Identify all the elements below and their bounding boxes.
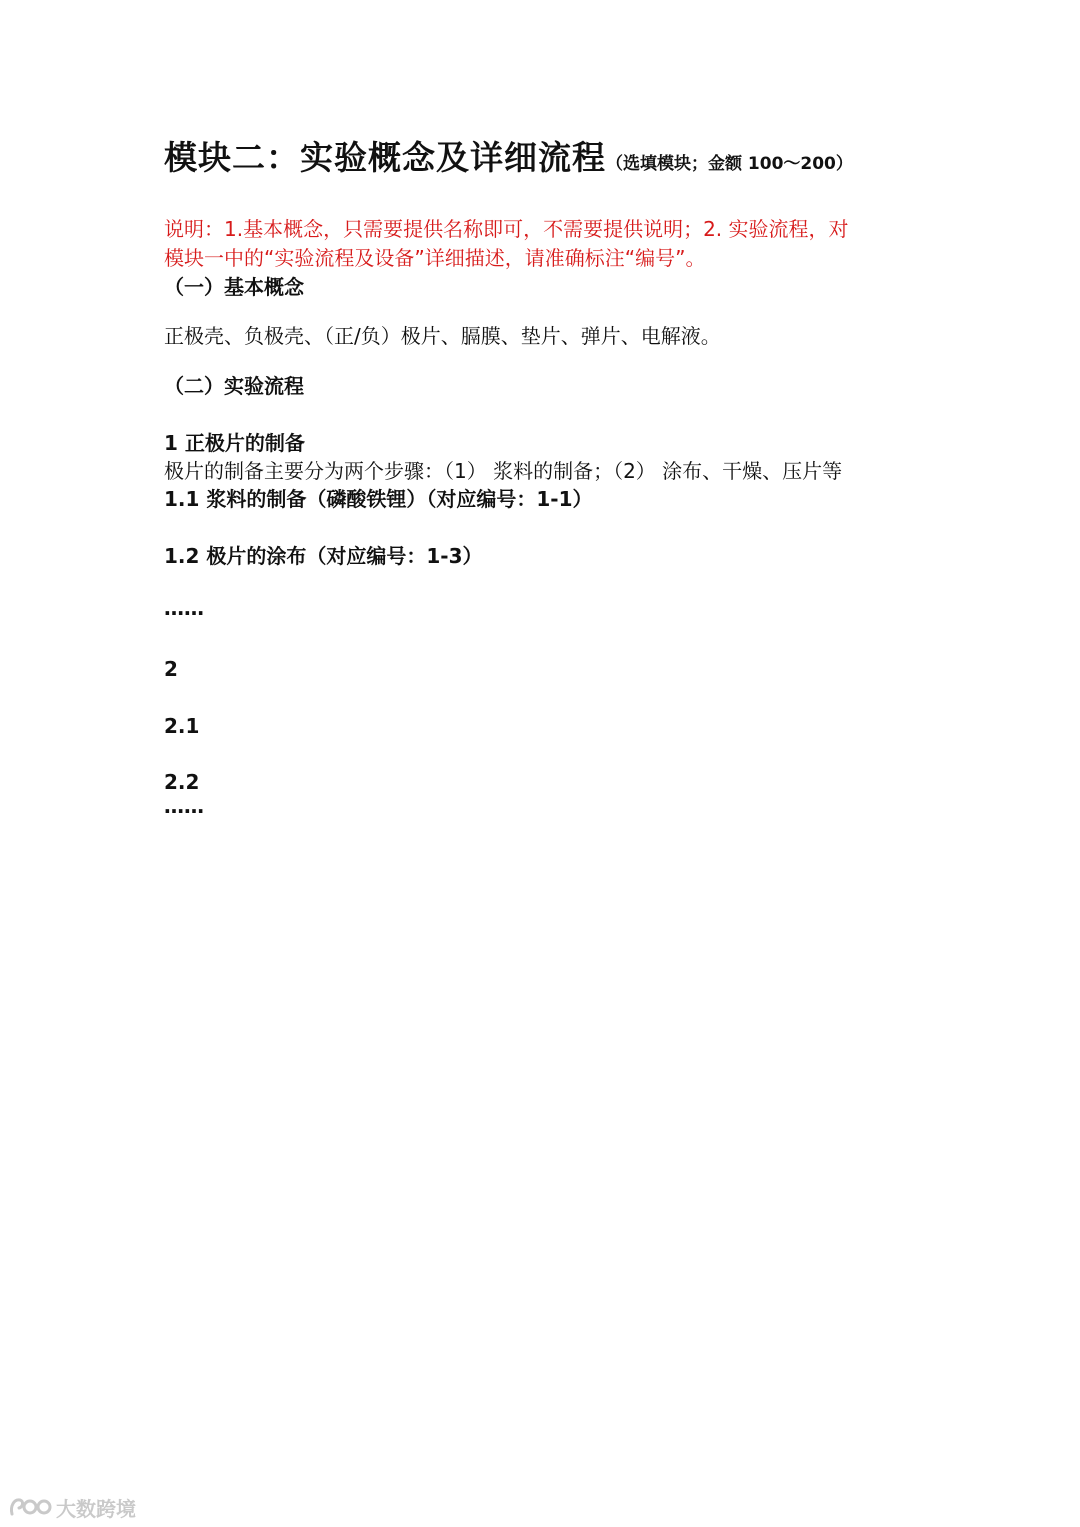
procedure-item-2: 2: [164, 657, 178, 681]
title-sub: （选填模块；金额 100～200）: [606, 154, 853, 174]
procedure-item-1-title: 1 正极片的制备: [164, 431, 305, 455]
procedure-item-2-1: 2.1: [164, 714, 200, 738]
note-line-2: 模块一中的“实验流程及设备”详细描述，请准确标注“编号”。: [164, 246, 706, 270]
page-title: [164, 138, 853, 177]
section-basic-concepts-content: 正极壳、负极壳、（正/负）极片、膈膜、垫片、弹片、电解液。: [164, 324, 721, 348]
section-procedure-heading: （二）实验流程: [164, 374, 304, 398]
procedure-ellipsis-1: ……: [164, 596, 204, 620]
watermark-text: 大数跨境: [56, 1496, 136, 1521]
title-main: 模块二：实验概念及详细流程: [164, 138, 606, 177]
procedure-item-2-2: 2.2: [164, 770, 200, 794]
note-line-1: 说明：1.基本概念，只需要提供名称即可，不需要提供说明；2. 实验流程，对: [164, 217, 849, 241]
section-basic-concepts-heading: （一）基本概念: [164, 275, 304, 299]
procedure-ellipsis-2: ……: [164, 794, 204, 818]
procedure-item-1-desc: 极片的制备主要分为两个步骤：（1） 浆料的制备；（2） 涂布、干燥、压片等: [164, 459, 843, 483]
watermark: [8, 1492, 136, 1522]
procedure-item-1-1: 1.1 浆料的制备（磷酸铁锂）（对应编号：1-1）: [164, 487, 593, 511]
brand-logo-icon: [8, 1494, 52, 1520]
procedure-item-1-2: 1.2 极片的涂布（对应编号：1-3）: [164, 544, 483, 568]
